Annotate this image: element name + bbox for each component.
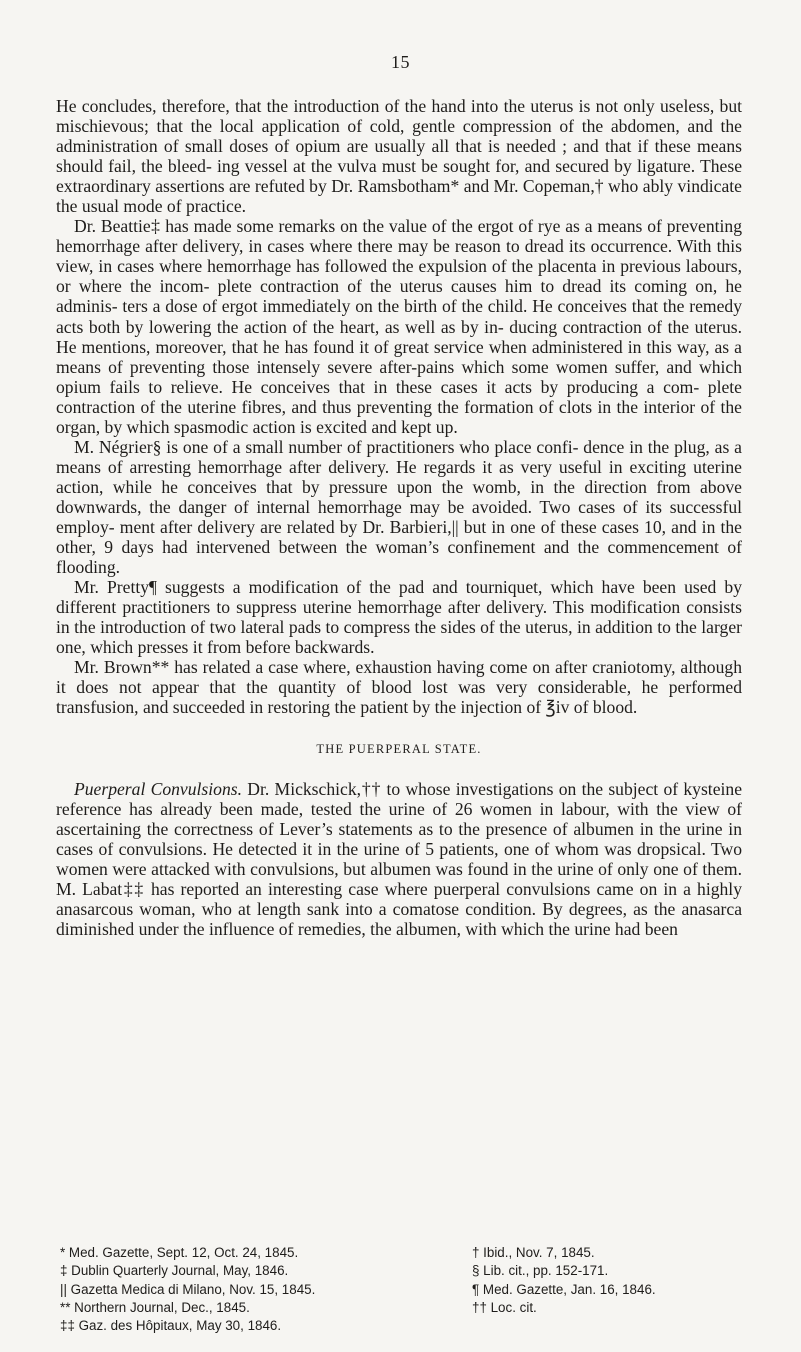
footnote: § Lib. cit., pp. 152-171. [472, 1263, 609, 1279]
footnote: * Med. Gazette, Sept. 12, Oct. 24, 1845. [60, 1245, 299, 1260]
page-number: 15 [391, 52, 410, 72]
paragraph-hemorrhage-conclusion: He concludes, therefore, that the introduction of the hand into the uterus is not only useless, but mischievous; that the local application of cold, gentle compression of the abdomen, and the administration of small doses of opium are usually all that is needed ; and that if these means should fail, the bleed- ing vessel at the vulva must be sought for, and secured by ligature. These extraordinary assertions are refuted by Dr. Ramsbotham* and Mr. Copeman,† who ably vindicate the usual mode of practice. [56, 96, 742, 217]
footnote: ** Northern Journal, Dec., 1845. [60, 1299, 250, 1315]
paragraph-beattie-ergot: Dr. Beattie‡ has made some remarks on the value of the ergot of rye as a means of preventing hemorrhage after delivery, in cases where there may be reason to dread its occurrence. With this view, in cases where hemorrhage has followed the expulsion of the placenta in previous labours, or where the incom- plete contraction of the uterus causes him to dread its coming on, he adminis- ters a dose of ergot immediately on the birth of the child. He conceives that the remedy acts both by lowering the action of the heart, as well as by in- ducing contraction of the uterus. He mentions, moreover, that he has found it of great service when administered in this way, as a means of preventing those intensely severe after-pains which some women suffer, and which opium fails to relieve. He conceives that in these cases it acts by producing a com- plete contraction of the uterine fibres, and thus preventing the formation of clots in the interior of the organ, by which spasmodic action is excited and kept up. [56, 216, 742, 437]
footnotes-right-column [472, 1244, 742, 1317]
footnote: ¶ Med. Gazette, Jan. 16, 1846. [472, 1281, 656, 1297]
footnote: †† Loc. cit. [472, 1299, 537, 1315]
footnotes-left-column [60, 1244, 460, 1335]
footnote: ‡ Dublin Quarterly Journal, May, 1846. [60, 1263, 289, 1279]
paragraph-puerperal-convulsions [56, 779, 742, 939]
footnote: † Ibid., Nov. 7, 1845. [472, 1245, 595, 1260]
section-heading: THE PUERPERAL STATE. [316, 742, 482, 757]
puerperal-convulsions-text: Dr. Mickschick,†† to whose investigations on the subject of kysteine reference has already been made, tested the urine of 26 women in labour, with the view of ascertaining the correctness of Lever’s statements as to the presence of albumen in the urine in cases of convulsions. He detected it in the urine of 5 patients, one of whom was dropsical. Two women were attacked with convulsions, but albumen was found in the urine of only one of them. M. Labat‡‡ has reported an interesting case where puerperal convulsions came on in a highly anasarcous woman, who at length sank into a comatose condition. By degrees, as the anasarca diminished under the influence of remedies, the albumen, with which the urine had been [56, 778, 743, 939]
paragraph-pretty-pad: Mr. Pretty¶ suggests a modification of the pad and tourniquet, which have been used by different practitioners to suppress uterine hemorrhage after delivery. This modification consists in the introduction of two lateral pads to compress the sides of the uterus, in addition to the larger one, which presses it from before backwards. [56, 577, 742, 658]
paragraph-brown-transfusion: Mr. Brown** has related a case where, exhaustion having come on after craniotomy, although it does not appear that the quantity of blood lost was very considerable, he performed transfusion, and succeeded in restoring the patient by the injection of ℥iv of blood. [56, 657, 742, 718]
footnote: ‡‡ Gaz. des Hôpitaux, May 30, 1846. [60, 1318, 282, 1334]
rubric-puerperal-convulsions: Puerperal Convulsions. [74, 778, 243, 799]
main-text [56, 96, 742, 939]
paragraph-negrier-plug: M. Négrier§ is one of a small number of practitioners who place confi- dence in the plug, as a means of arresting hemorrhage after delivery. He regards it as very useful in exciting uterine action, while he conceives that by pressure upon the womb, in the direction from above downwards, the danger of internal hemorrhage may be avoided. Two cases of its successful employ- ment after delivery are related by Dr. Barbieri,|| but in one of these cases 10, and in the other, 9 days had intervened between the woman’s confinement and the commencement of flooding. [56, 436, 742, 578]
footnote: || Gazetta Medica di Milano, Nov. 15, 1845. [60, 1281, 316, 1297]
